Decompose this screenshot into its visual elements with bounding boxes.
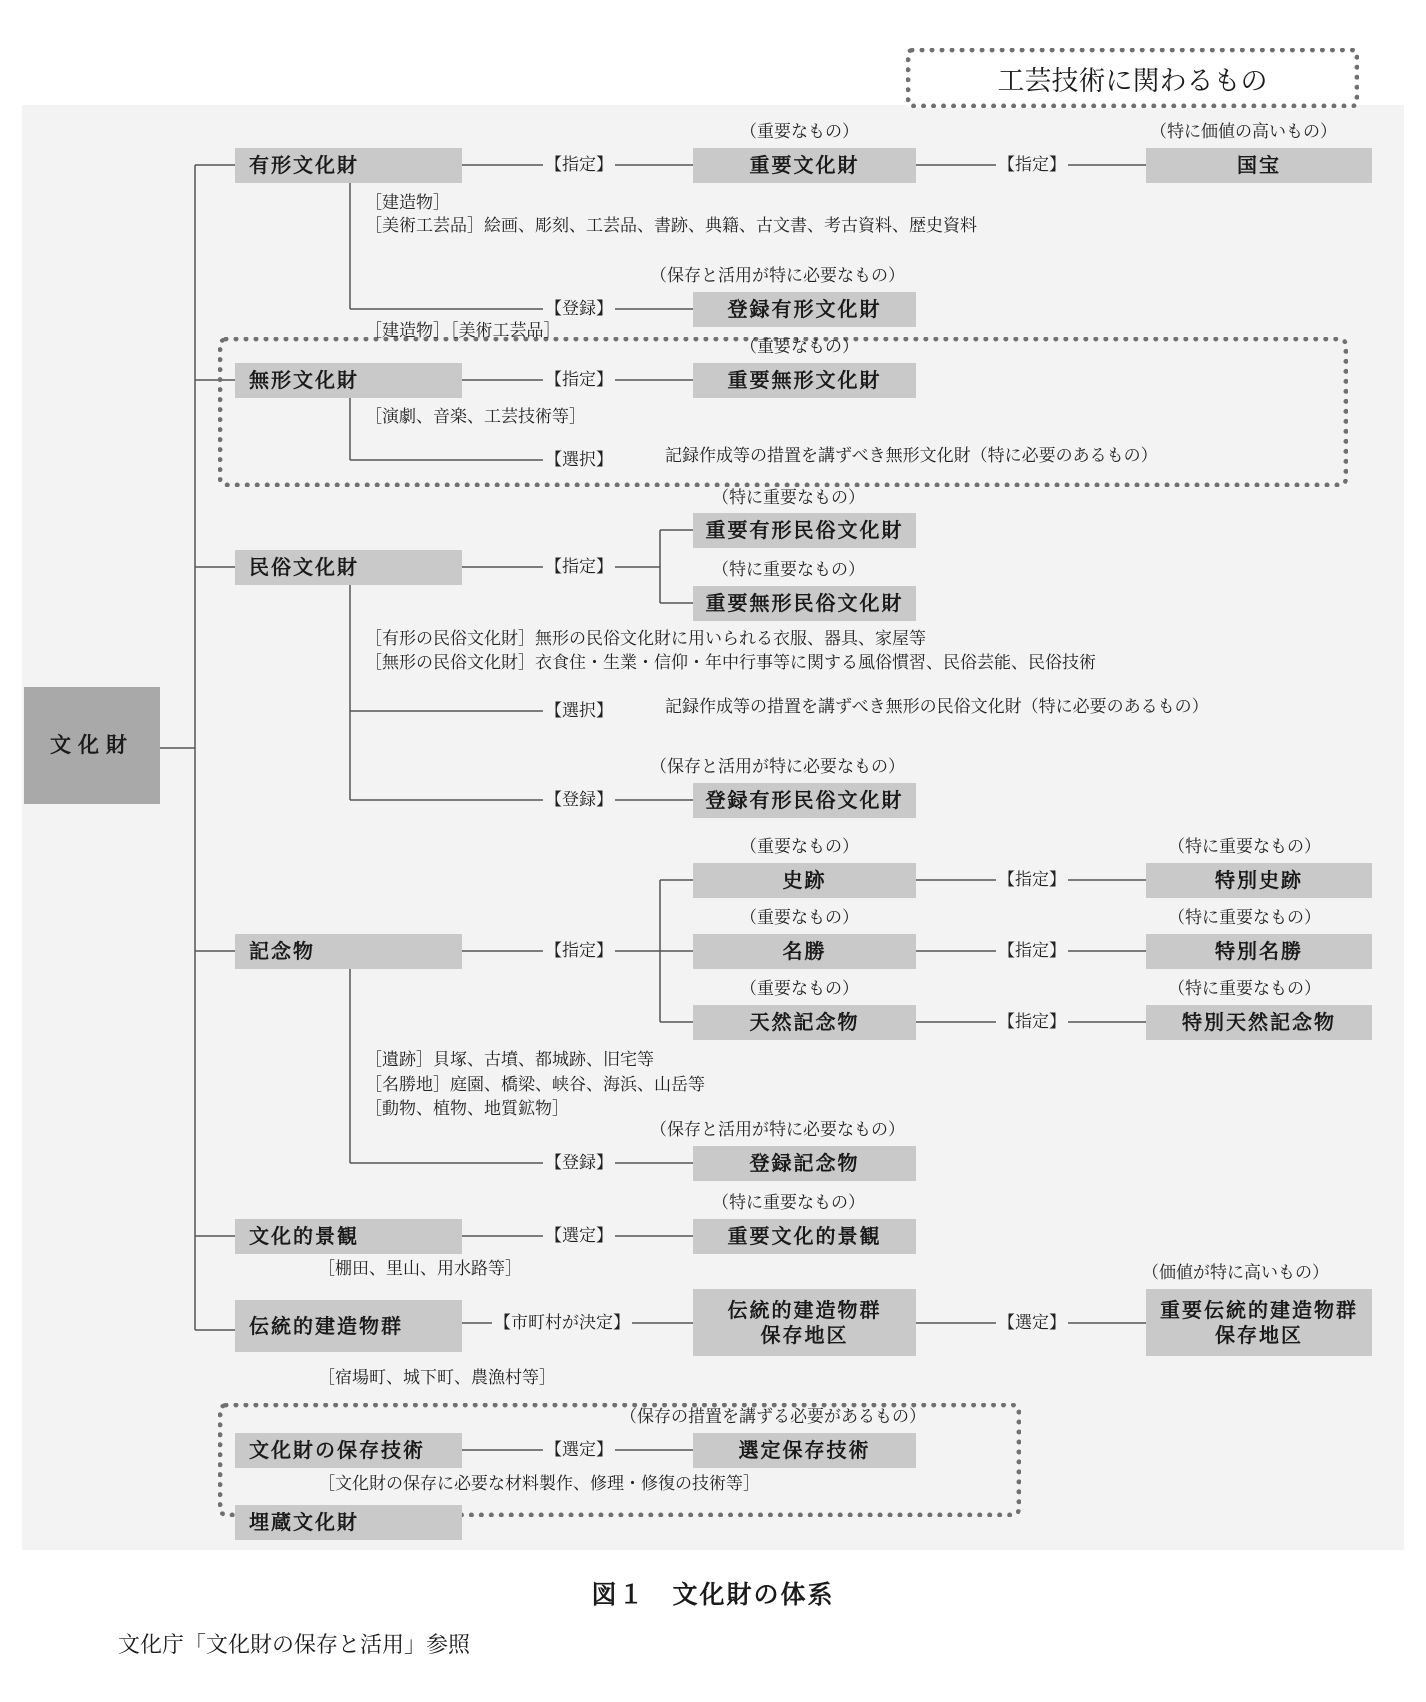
action-sentei: 【選定】 (545, 1226, 613, 1246)
note-hozon-gijutsu: ［文化財の保存に必要な材料製作、修理・修復の技術等］ (318, 1474, 760, 1494)
action-shitei: 【指定】 (545, 941, 613, 961)
legend-crafts: 工芸技術に関わるもの (906, 48, 1359, 108)
qualifier-tokuni-juyo: （特に重要なもの） (712, 1193, 865, 1213)
qualifier-tokuni-juyo: （特に重要なもの） (712, 560, 865, 580)
category-hozon: 文化財の保存技術 (235, 1433, 462, 1468)
qualifier-hozon-katsuyo: （保存と活用が特に必要なもの） (650, 1120, 905, 1140)
note-doubutsu: ［動物、植物、地質鉱物］ (365, 1099, 569, 1119)
action-shitei: 【指定】 (545, 557, 613, 577)
qualifier-hozon-sochi: （保存の措置を講ずる必要があるもの） (620, 1407, 926, 1427)
action-shitei: 【指定】 (998, 1012, 1066, 1032)
action-shitei: 【指定】 (998, 941, 1066, 961)
qualifier-juyo: （重要なもの） (740, 837, 859, 857)
result-meisho: 名勝 (693, 934, 916, 969)
result-juyo-yukei-minzoku: 重要有形民俗文化財 (693, 513, 916, 548)
qualifier-hozon-katsuyo: （保存と活用が特に必要なもの） (650, 757, 905, 777)
result-tokubetsu-tennen: 特別天然記念物 (1146, 1005, 1372, 1040)
action-sentaku: 【選択】 (545, 450, 613, 470)
result-kokuho: 国宝 (1146, 148, 1372, 183)
action-sentaku: 【選択】 (545, 701, 613, 721)
action-shitei: 【指定】 (998, 870, 1066, 890)
result-dentou-chiku (693, 1289, 916, 1356)
result-juyo-dentou (1146, 1289, 1372, 1356)
note-engeki: ［演劇、音楽、工芸技術等］ (365, 407, 586, 427)
category-kinenbutsu: 記念物 (235, 934, 462, 969)
result-juyo-dentou-line1: 重要伝統的建造物群 (1160, 1297, 1358, 1322)
result-toroku-yukei-minzoku: 登録有形民俗文化財 (693, 783, 916, 818)
note-meishochi: ［名勝地］庭園、橋梁、峡谷、海浜、山岳等 (365, 1075, 705, 1095)
result-tennen: 天然記念物 (693, 1005, 916, 1040)
result-dentou-chiku-line1: 伝統的建造物群 (727, 1297, 882, 1322)
figure-source: 文化庁「文化財の保存と活用」参照 (118, 1633, 471, 1658)
figure-title: 図１ 文化財の体系 (591, 1580, 835, 1609)
action-sentei: 【選定】 (545, 1440, 613, 1460)
note-bijutsu: ［美術工芸品］絵画、彫刻、工芸品、書跡、典籍、古文書、考古資料、歴史資料 (365, 216, 977, 236)
action-toroku: 【登録】 (545, 299, 613, 319)
result-juyo-bunkazai: 重要文化財 (693, 148, 916, 183)
result-toroku-yukei: 登録有形文化財 (693, 292, 916, 327)
action-shitei: 【指定】 (545, 370, 613, 390)
note-kenzoubutsu: ［建造物］ (365, 193, 450, 213)
qualifier-tokuni-kachi: （特に価値の高いもの） (1150, 122, 1337, 142)
note-kenzou-bijutsu: ［建造物］［美術工芸品］ (365, 321, 561, 341)
action-shitei: 【指定】 (998, 155, 1066, 175)
result-dentou-chiku-line2: 保存地区 (760, 1322, 849, 1347)
result-shiseki: 史跡 (693, 863, 916, 898)
root-node: 文化財 (24, 687, 160, 804)
qualifier-juyo: （重要なもの） (740, 122, 859, 142)
result-juyo-keikan: 重要文化的景観 (693, 1219, 916, 1254)
qualifier-juyo: （重要なもの） (740, 908, 859, 928)
action-toroku: 【登録】 (545, 1153, 613, 1173)
note-shukuba: ［宿場町、城下町、農漁村等］ (318, 1368, 556, 1388)
qualifier-hozon-katsuyo: （保存と活用が特に必要なもの） (650, 266, 905, 286)
category-dentou: 伝統的建造物群 (235, 1300, 462, 1352)
category-mukei: 無形文化財 (235, 363, 462, 398)
qualifier-kachi-tokuni: （価値が特に高いもの） (1142, 1263, 1329, 1283)
result-juyo-dentou-line2: 保存地区 (1215, 1322, 1303, 1347)
note-yukei-minzoku: ［有形の民俗文化財］無形の民俗文化財に用いられる衣服、器具、家屋等 (365, 629, 926, 649)
category-yukei: 有形文化財 (235, 148, 462, 183)
result-sentei-hozon: 選定保存技術 (693, 1433, 916, 1468)
result-toroku-kinen: 登録記念物 (693, 1146, 916, 1181)
result-juyo-mukei: 重要無形文化財 (693, 363, 916, 398)
action-shichoson: 【市町村が決定】 (494, 1313, 630, 1333)
result-juyo-mukei-minzoku: 重要無形民俗文化財 (693, 586, 916, 621)
note-mukei-minzoku: ［無形の民俗文化財］衣食住・生業・信仰・年中行事等に関する風俗慣習、民俗芸能、民俗技術 (365, 653, 1096, 673)
qualifier-tokuni-juyo: （特に重要なもの） (1168, 979, 1321, 999)
qualifier-tokuni-juyo: （特に重要なもの） (1168, 908, 1321, 928)
qualifier-tokuni-juyo: （特に重要なもの） (712, 488, 865, 508)
note-tanada: ［棚田、里山、用水路等］ (318, 1259, 522, 1279)
note-iseki: ［遺跡］貝塚、古墳、都城跡、旧宅等 (365, 1050, 654, 1070)
category-keikan: 文化的景観 (235, 1219, 462, 1254)
result-tokubetsu-meisho: 特別名勝 (1146, 934, 1372, 969)
action-toroku: 【登録】 (545, 790, 613, 810)
action-sentei: 【選定】 (998, 1313, 1066, 1333)
category-maizou: 埋蔵文化財 (235, 1505, 462, 1540)
category-minzoku: 民俗文化財 (235, 550, 462, 585)
result-tokubetsu-shiseki: 特別史跡 (1146, 863, 1372, 898)
qualifier-tokuni-juyo: （特に重要なもの） (1168, 837, 1321, 857)
action-shitei: 【指定】 (545, 155, 613, 175)
note-minzoku-kiroku: 記録作成等の措置を講ずべき無形の民俗文化財（特に必要のあるもの） (665, 697, 1209, 717)
qualifier-juyo: （重要なもの） (740, 979, 859, 999)
qualifier-juyo: （重要なもの） (740, 337, 859, 357)
note-mukei-kiroku: 記録作成等の措置を講ずべき無形文化財（特に必要のあるもの） (665, 446, 1158, 466)
